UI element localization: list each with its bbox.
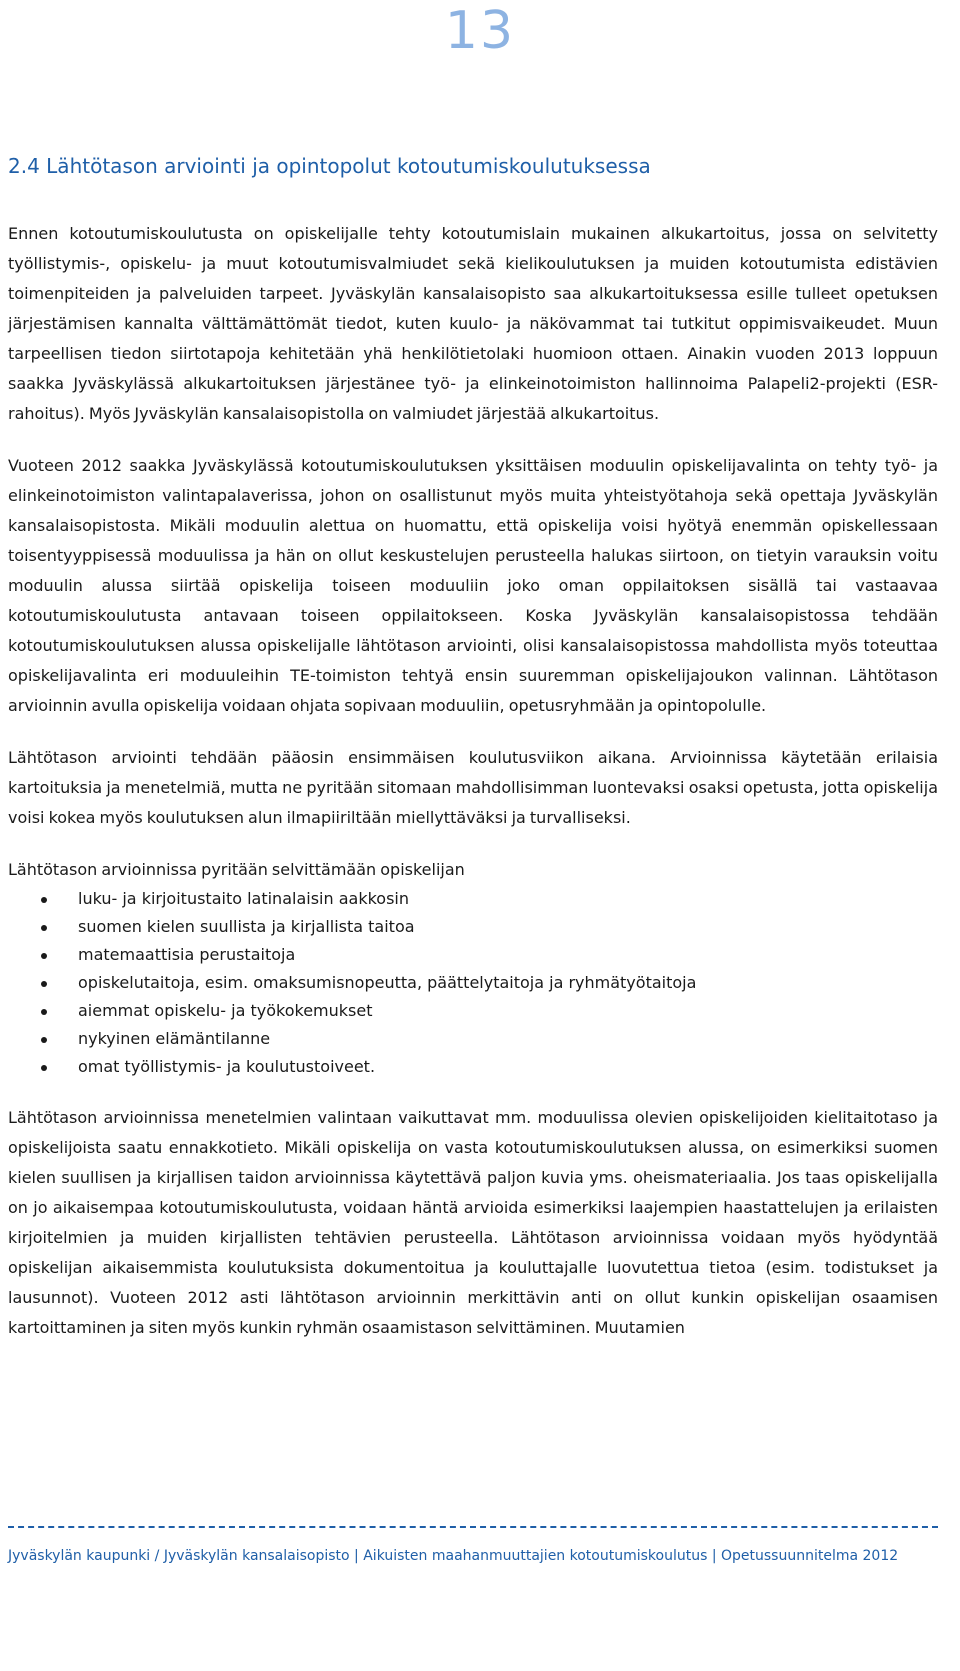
bullet-icon bbox=[41, 897, 47, 903]
list-item-text: aiemmat opiskelu- ja työkokemukset bbox=[78, 1001, 373, 1020]
section-heading: 2.4 Lähtötason arviointi ja opintopolut kotoutumiskoulutuksessa bbox=[8, 154, 651, 178]
list-item-text: omat työllistymis- ja koulutustoiveet. bbox=[78, 1057, 376, 1076]
page-footer: Jyväskylän kaupunki / Jyväskylän kansalaisopisto | Aikuisten maahanmuuttajien kotoutumiskoulutus | Opetussuunnitelma 2012 bbox=[8, 1548, 899, 1564]
paragraph-opiskelijavalinta: Vuoteen 2012 saakka Jyväskylässä kotoutumiskoulutuksen yksittäisen moduulin opiskelijavalinta on tehty työ- ja elinkeinotoimiston valintapalaverissa, johon on osallistunut myös muita yhteistyötahoja sekä opettaja Jyväskylän kansalaisopistosta. Mikäli moduulin alettua on huomattu, että opiskelija voisi hyötyä enemmän opiskellessaan toisentyyppisessä moduulissa ja hän on ollut keskustelujen perusteella halukas siirtoon, on tietyin varauksin voitu moduulin alussa siirtää opiskelija toiseen moduuliin joko oman oppilaitoksen sisällä tai vastaavaa kotoutumiskoulutusta antavaan toiseen oppilaitokseen. Koska Jyväskylän kansalaisopistossa tehdään kotoutumiskoulutuksen alussa opiskelijalle lähtötason arviointi, olisi kansalaisopistossa mahdollista myös toteuttaa opiskelijavalinta eri moduuleihin TE-toimiston tehtyä ensin suuremman opiskelijajoukon valinnan. Lähtötason arvioinnin avulla opiskelija voidaan ohjata sopivaan moduuliin, opetusryhmään ja opintopolulle. bbox=[8, 456, 938, 715]
list-item-text: suomen kielen suullista ja kirjallista taitoa bbox=[78, 917, 415, 936]
paragraph-menetelmat: Lähtötason arvioinnissa menetelmien valintaan vaikuttavat mm. moduulissa olevien opiskelijoiden kielitaitotaso ja opiskelijoista saatu ennakkotieto. Mikäli opiskelija on vasta kotoutumiskoulutuksen alussa, on esimerkiksi suomen kielen suullisen ja kirjallisen taidon arvioinnissa käytettävä paljon kuvia yms. oheismateriaalia. Jos taas opiskelijalla on jo aikaisempaa kotoutumiskoulutusta, voidaan häntä arvioida esimerkiksi laajempien haastattelujen ja erilaisten kirjoitelmien ja muiden kirjallisten tehtävien perusteella. Lähtötason arvioinnissa voidaan myös hyödyntää opiskelijan aikaisemmista koulutuksista dokumentoitua ja kouluttajalle luovutettua tietoa (esim. todistukset ja lausunnot). Vuoteen 2012 asti lähtötason arvioinnin merkittävin anti on ollut kunkin opiskelijan osaamisen kartoittaminen ja siten myös kunkin ryhmän osaamistason selvittäminen. Muutamien bbox=[8, 1108, 938, 1337]
list-item bbox=[8, 913, 938, 941]
footer-divider bbox=[8, 1526, 938, 1528]
bullet-icon bbox=[41, 953, 47, 959]
assessment-list bbox=[8, 885, 938, 1081]
bullet-icon bbox=[41, 925, 47, 931]
list-item-text: opiskelutaitoja, esim. omaksumisnopeutta, päättelytaitoja ja ryhmätyötaitoja bbox=[78, 973, 697, 992]
bullet-icon bbox=[41, 1037, 47, 1043]
list-item bbox=[8, 1053, 938, 1081]
list-item bbox=[8, 997, 938, 1025]
bullet-icon bbox=[41, 1065, 47, 1071]
list-item bbox=[8, 1025, 938, 1053]
list-item bbox=[8, 885, 938, 913]
bullet-icon bbox=[41, 1009, 47, 1015]
list-item-text: luku- ja kirjoitustaito latinalaisin aakkosin bbox=[78, 889, 409, 908]
paragraph-alkukartoitus: Ennen kotoutumiskoulutusta on opiskelijalle tehty kotoutumislain mukainen alkukartoitus, jossa on selvitetty työllistymis-, opiskelu- ja muut kotoutumisvalmiudet sekä kielikoulutuksen ja muiden kotoutumista edistävien toimenpiteiden ja palveluiden tarpeet. Jyväskylän kansalaisopisto saa alkukartoituksessa esille tulleet opetuksen järjestämisen kannalta välttämättömät tiedot, kuten kuulo- ja näkövammat tai tutkitut oppimisvaikeudet. Muun tarpeellisen tiedon siirtotapoja kehitetään yhä henkilötietolaki huomioon ottaen. Ainakin vuoden 2013 loppuun saakka Jyväskylässä alkukartoituksen järjestänee työ- ja elinkeinotoimiston hallinnoima Palapeli2-projekti (ESR-rahoitus). Myös Jyväskylän kansalaisopistolla on valmiudet järjestää alkukartoitus. bbox=[8, 224, 938, 423]
list-item bbox=[8, 969, 938, 997]
page-number: 13 bbox=[444, 1, 516, 61]
list-item bbox=[8, 941, 938, 969]
list-intro: Lähtötason arvioinnissa pyritään selvittämään opiskelijan bbox=[8, 860, 465, 879]
document-body bbox=[8, 219, 938, 1365]
list-item-text: nykyinen elämäntilanne bbox=[78, 1029, 271, 1048]
bullet-icon bbox=[41, 981, 47, 987]
list-item-text: matemaattisia perustaitoja bbox=[78, 945, 296, 964]
paragraph-arviointi-aika: Lähtötason arviointi tehdään pääosin ensimmäisen koulutusviikon aikana. Arvioinnissa käytetään erilaisia kartoituksia ja menetelmiä, mutta ne pyritään sitomaan mahdollisimman luontevaksi osaksi opetusta, jotta opiskelija voisi kokea myös koulutuksen alun ilmapiiriltään miellyttäväksi ja turvalliseksi. bbox=[8, 748, 938, 827]
